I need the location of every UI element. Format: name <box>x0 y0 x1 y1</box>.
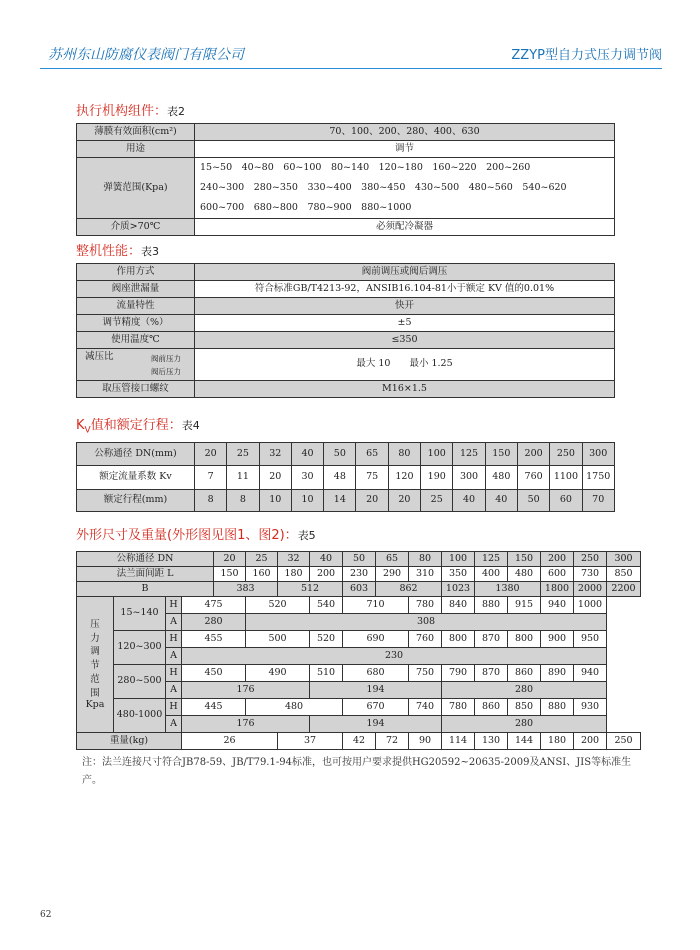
table-actuator <box>76 123 615 236</box>
row-label: 阀座泄漏量 <box>77 281 195 298</box>
table-cell: 75 <box>356 466 388 490</box>
table-cell: 230 <box>343 567 376 582</box>
a-label: A <box>166 682 182 699</box>
row-label: 弹簧范围(Kpa) <box>77 158 195 219</box>
table-cell: 603 <box>343 582 376 597</box>
row-label: 流量特性 <box>77 298 195 315</box>
section-title-text: 外形尺寸及重量(外形图见图1、图2)： <box>76 528 298 543</box>
table-cell: 10 <box>259 490 291 512</box>
table-cell: 300 <box>607 552 641 567</box>
table-cell: 32 <box>278 552 310 567</box>
section-title-actuator <box>76 100 185 119</box>
table-cell: 8 <box>195 490 227 512</box>
table-cell: 50 <box>517 490 549 512</box>
table-cell: 780 <box>409 597 442 614</box>
table-cell: 20 <box>214 552 246 567</box>
table-cell: 80 <box>409 552 442 567</box>
pressure-ratio-label-cell <box>77 349 195 381</box>
sub-label: 阀后压力 <box>151 367 181 376</box>
table-cell: 310 <box>409 567 442 582</box>
table-row <box>77 699 641 716</box>
row-value: M16×1.5 <box>195 381 615 398</box>
table-cell: 50 <box>324 443 356 466</box>
row-label: B <box>77 582 214 597</box>
spring-range-cell <box>195 158 615 219</box>
table-row <box>77 665 641 682</box>
table-cell: 455 <box>182 631 246 648</box>
table-cell: 280 <box>182 614 246 631</box>
table-cell: 2200 <box>607 582 641 597</box>
table-cell: 120 <box>388 466 420 490</box>
table-cell: 510 <box>310 665 343 682</box>
row-label: 额定流量系数 Kv <box>77 466 195 490</box>
table-cell: 20 <box>356 490 388 512</box>
table-cell: 290 <box>376 567 409 582</box>
table-cell: 125 <box>475 552 508 567</box>
row-label: 介质>70℃ <box>77 219 195 236</box>
table-cell: 790 <box>442 665 475 682</box>
table-row <box>77 219 615 236</box>
pressure-range-text: 压力调节范围 <box>90 618 100 699</box>
table-cell: 40 <box>310 552 343 567</box>
table-cell: 70 <box>582 490 614 512</box>
table-row <box>77 298 615 315</box>
table-row <box>77 332 615 349</box>
table-cell: 20 <box>195 443 227 466</box>
table-cell: 710 <box>343 597 409 614</box>
table-cell: 250 <box>550 443 582 466</box>
table-cell: 200 <box>517 443 549 466</box>
table-cell: 915 <box>508 597 541 614</box>
a-label: A <box>166 716 182 733</box>
section-title-kv <box>76 414 200 436</box>
h-label: H <box>166 699 182 716</box>
table-cell: 160 <box>246 567 278 582</box>
table-cell: 445 <box>182 699 246 716</box>
row-label: 法兰面间距 L <box>77 567 214 582</box>
table-cell: 840 <box>442 597 475 614</box>
table-cell: 11 <box>227 466 259 490</box>
spring-range-line: 240~300 280~350 330~400 380~450 430~500 480~560 540~620 <box>200 182 567 193</box>
row-value: ±5 <box>195 315 615 332</box>
table-cell: 80 <box>388 443 420 466</box>
section-title-text: 整机性能： <box>76 244 142 259</box>
table-cell: 100 <box>442 552 475 567</box>
table-row <box>77 466 615 490</box>
table-cell: 400 <box>475 567 508 582</box>
table-cell: 880 <box>541 699 574 716</box>
sub-label: 阀前压力 <box>151 354 181 363</box>
a-label: A <box>166 648 182 665</box>
table-row <box>77 443 615 466</box>
table-cell: 50 <box>343 552 376 567</box>
table-cell: 760 <box>409 631 442 648</box>
row-value: 最大 10 最小 1.25 <box>195 349 615 381</box>
table-cell: 25 <box>227 443 259 466</box>
table-cell: 940 <box>541 597 574 614</box>
row-label: 取压管接口螺纹 <box>77 381 195 398</box>
table-row <box>77 158 615 219</box>
table-cell: 100 <box>421 443 453 466</box>
table-cell: 480 <box>246 699 343 716</box>
row-value: ≤350 <box>195 332 615 349</box>
row-value: 快开 <box>195 298 615 315</box>
table-cell: 930 <box>574 699 607 716</box>
table-cell: 194 <box>310 716 442 733</box>
table-cell: 760 <box>517 466 549 490</box>
section-title-sub: V <box>84 425 91 436</box>
table-cell: 42 <box>343 733 376 750</box>
table-row <box>77 582 641 597</box>
header-divider <box>40 68 662 69</box>
table-cell: 950 <box>574 631 607 648</box>
table-row <box>77 141 615 158</box>
row-label: 公称通径 DN <box>77 552 214 567</box>
section-title-text: 值和额定行程： <box>90 418 182 433</box>
table-cell: 1800 <box>541 582 574 597</box>
table-number: 表5 <box>297 529 316 542</box>
pressure-unit: Kpa <box>85 699 105 711</box>
a-label: A <box>166 614 182 631</box>
range-label: 480-1000 <box>114 699 166 733</box>
table-cell: 7 <box>195 466 227 490</box>
row-value: 调节 <box>195 141 615 158</box>
row-label: 薄膜有效面积(cm²) <box>77 124 195 141</box>
table-cell: 500 <box>246 631 310 648</box>
table-cell: 250 <box>574 552 607 567</box>
table-cell: 200 <box>574 733 607 750</box>
table-cell: 150 <box>485 443 517 466</box>
h-label: H <box>166 631 182 648</box>
table-row <box>77 552 641 567</box>
table-cell: 800 <box>442 631 475 648</box>
row-label: 使用温度℃ <box>77 332 195 349</box>
company-name: 苏州东山防腐仪表阀门有限公司 <box>48 47 244 63</box>
row-value: 阀前调压或阀后调压 <box>195 264 615 281</box>
table-cell: 130 <box>475 733 508 750</box>
table-cell: 200 <box>541 552 574 567</box>
table-cell: 25 <box>421 490 453 512</box>
table-cell: 860 <box>475 699 508 716</box>
table-cell: 200 <box>310 567 343 582</box>
spring-range-line: 15~50 40~80 60~100 80~140 120~180 160~220 200~260 <box>200 162 531 173</box>
table-number: 表2 <box>167 105 186 118</box>
table-cell: 1023 <box>442 582 475 597</box>
table-row <box>77 597 641 614</box>
table-cell: 383 <box>214 582 278 597</box>
table-cell: 850 <box>508 699 541 716</box>
table-cell: 862 <box>376 582 442 597</box>
table-cell: 870 <box>475 665 508 682</box>
table-cell: 308 <box>246 614 607 631</box>
table-cell: 600 <box>541 567 574 582</box>
table-cell: 475 <box>182 597 246 614</box>
table-cell: 1100 <box>550 466 582 490</box>
table-cell: 890 <box>541 665 574 682</box>
section-title-text: 执行机构组件： <box>76 104 168 119</box>
table-cell: 870 <box>475 631 508 648</box>
table-cell: 480 <box>485 466 517 490</box>
row-value: 必须配冷凝器 <box>195 219 615 236</box>
table-cell: 40 <box>485 490 517 512</box>
table-row <box>77 124 615 141</box>
table-kv <box>76 442 615 512</box>
table-row <box>77 567 641 582</box>
table-cell: 800 <box>508 631 541 648</box>
section-title-k: K <box>76 418 85 433</box>
table-row <box>77 631 641 648</box>
table-cell: 144 <box>508 733 541 750</box>
page-number: 62 <box>40 910 52 920</box>
table-cell: 10 <box>291 490 323 512</box>
table-cell: 65 <box>376 552 409 567</box>
table-cell: 194 <box>310 682 442 699</box>
table-row <box>77 315 615 332</box>
page-header <box>40 44 662 66</box>
table-cell: 280 <box>442 716 607 733</box>
table-cell: 490 <box>246 665 310 682</box>
table-cell: 540 <box>310 597 343 614</box>
table-cell: 670 <box>343 699 409 716</box>
table-cell: 190 <box>421 466 453 490</box>
table-cell: 26 <box>182 733 278 750</box>
table-cell: 900 <box>541 631 574 648</box>
range-label: 120~300 <box>114 631 166 665</box>
table-cell: 30 <box>291 466 323 490</box>
table-cell: 680 <box>343 665 409 682</box>
row-label: 公称通径 DN(mm) <box>77 443 195 466</box>
table-cell: 690 <box>343 631 409 648</box>
table-cell: 48 <box>324 466 356 490</box>
table-cell: 114 <box>442 733 475 750</box>
table-cell: 740 <box>409 699 442 716</box>
table-number: 表3 <box>141 245 160 258</box>
table-cell: 230 <box>182 648 607 665</box>
table-cell: 14 <box>324 490 356 512</box>
table-cell: 65 <box>356 443 388 466</box>
table-cell: 730 <box>574 567 607 582</box>
table-dimensions <box>76 551 641 750</box>
pressure-range-label <box>77 597 114 733</box>
row-label: 减压比 <box>85 351 114 362</box>
table-cell: 480 <box>508 567 541 582</box>
table-row <box>77 281 615 298</box>
table-cell: 1000 <box>574 597 607 614</box>
table-row <box>77 490 615 512</box>
table-cell: 350 <box>442 567 475 582</box>
table-cell: 1380 <box>475 582 541 597</box>
table-cell: 20 <box>388 490 420 512</box>
row-label: 额定行程(mm) <box>77 490 195 512</box>
table-cell: 180 <box>541 733 574 750</box>
table-cell: 1750 <box>582 466 614 490</box>
table-cell: 125 <box>453 443 485 466</box>
table-cell: 150 <box>508 552 541 567</box>
row-value: 70、100、200、280、400、630 <box>195 124 615 141</box>
table-cell: 25 <box>246 552 278 567</box>
table-number: 表4 <box>181 419 200 432</box>
table-cell: 750 <box>409 665 442 682</box>
table-row <box>77 264 615 281</box>
table-cell: 250 <box>607 733 641 750</box>
row-label: 作用方式 <box>77 264 195 281</box>
footnote: 注：法兰连接尺寸符合JB78-59、JB/T79.1-94标准，也可按用户要求提供HG20592~20635-2009及ANSI、JIS等标准生产。 <box>82 757 632 786</box>
h-label: H <box>166 665 182 682</box>
table-cell: 40 <box>453 490 485 512</box>
table-cell: 860 <box>508 665 541 682</box>
table-cell: 450 <box>182 665 246 682</box>
table-cell: 780 <box>442 699 475 716</box>
table-cell: 180 <box>278 567 310 582</box>
table-cell: 850 <box>607 567 641 582</box>
table-row <box>77 349 615 381</box>
table-cell: 176 <box>182 682 310 699</box>
spring-range-line: 600~700 680~800 780~900 880~1000 <box>200 202 412 213</box>
table-cell: 520 <box>246 597 310 614</box>
table-cell: 300 <box>453 466 485 490</box>
table-cell: 90 <box>409 733 442 750</box>
table-cell: 37 <box>278 733 343 750</box>
row-label: 用途 <box>77 141 195 158</box>
table-cell: 150 <box>214 567 246 582</box>
table-performance <box>76 263 615 398</box>
table-cell: 72 <box>376 733 409 750</box>
range-label: 15~140 <box>114 597 166 631</box>
product-name: ZZYP型自力式压力调节阀 <box>511 48 662 63</box>
table-cell: 880 <box>475 597 508 614</box>
table-cell: 520 <box>310 631 343 648</box>
table-cell: 940 <box>574 665 607 682</box>
table-cell: 300 <box>582 443 614 466</box>
table-cell: 2000 <box>574 582 607 597</box>
table-cell: 60 <box>550 490 582 512</box>
table-cell: 20 <box>259 466 291 490</box>
table-row <box>77 381 615 398</box>
section-title-performance <box>76 240 159 259</box>
h-label: H <box>166 597 182 614</box>
row-label: 重量(kg) <box>77 733 182 750</box>
table-row <box>77 733 641 750</box>
row-label: 调节精度（%） <box>77 315 195 332</box>
section-title-dimensions <box>76 524 316 543</box>
row-value: 符合标准GB/T4213-92，ANSIB16.104-81小于额定 KV 值的0.01% <box>195 281 615 298</box>
table-cell: 32 <box>259 443 291 466</box>
range-label: 280~500 <box>114 665 166 699</box>
table-cell: 8 <box>227 490 259 512</box>
table-cell: 512 <box>278 582 343 597</box>
table-cell: 40 <box>291 443 323 466</box>
table-cell: 280 <box>442 682 607 699</box>
table-cell: 176 <box>182 716 310 733</box>
